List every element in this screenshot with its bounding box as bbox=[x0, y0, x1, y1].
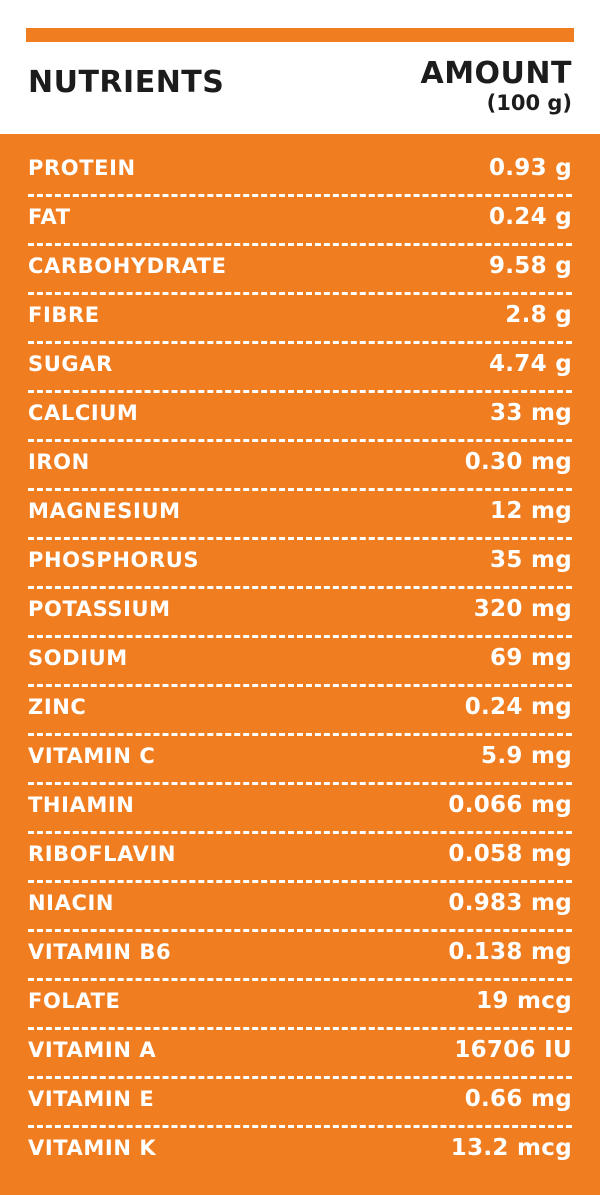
table-row bbox=[28, 295, 572, 344]
table-row bbox=[28, 687, 572, 736]
nutrient-amount: 0.138 mg bbox=[448, 939, 572, 965]
nutrient-amount: 16706 IU bbox=[454, 1037, 572, 1063]
table-row bbox=[28, 1030, 572, 1079]
nutrient-name: ZINC bbox=[28, 695, 87, 719]
table-row bbox=[28, 834, 572, 883]
table-row bbox=[28, 197, 572, 246]
nutrient-name: PHOSPHORUS bbox=[28, 548, 200, 572]
top-accent-bar bbox=[26, 28, 574, 42]
nutrient-name: CARBOHYDRATE bbox=[28, 254, 227, 278]
nutrient-name: CALCIUM bbox=[28, 401, 139, 425]
table-row bbox=[28, 589, 572, 638]
nutrient-amount: 0.066 mg bbox=[448, 792, 572, 818]
nutrient-amount: 4.74 g bbox=[488, 351, 572, 377]
nutrient-name: RIBOFLAVIN bbox=[28, 842, 177, 866]
nutrient-name: PROTEIN bbox=[28, 156, 136, 180]
nutrient-amount: 0.24 g bbox=[488, 204, 572, 230]
table-row bbox=[28, 393, 572, 442]
table-row bbox=[28, 1128, 572, 1177]
nutrient-amount: 19 mcg bbox=[476, 988, 572, 1014]
nutrient-name: SUGAR bbox=[28, 352, 113, 376]
nutrient-amount: 2.8 g bbox=[505, 302, 572, 328]
table-row bbox=[28, 932, 572, 981]
nutrient-name: SODIUM bbox=[28, 646, 128, 670]
table-row bbox=[28, 1079, 572, 1128]
nutrient-name: NIACIN bbox=[28, 891, 115, 915]
table-row bbox=[28, 491, 572, 540]
table-row bbox=[28, 246, 572, 295]
nutrient-amount: 0.66 mg bbox=[464, 1086, 572, 1112]
table-row bbox=[28, 442, 572, 491]
nutrient-name: VITAMIN E bbox=[28, 1087, 155, 1111]
table-row bbox=[28, 148, 572, 197]
nutrient-name: VITAMIN K bbox=[28, 1136, 157, 1160]
table-header bbox=[0, 42, 600, 134]
nutrient-name: VITAMIN C bbox=[28, 744, 156, 768]
nutrient-amount: 12 mg bbox=[490, 498, 572, 524]
nutrient-name: FOLATE bbox=[28, 989, 121, 1013]
nutrient-amount: 0.058 mg bbox=[448, 841, 572, 867]
nutrient-rows bbox=[0, 134, 600, 1195]
table-row bbox=[28, 540, 572, 589]
nutrient-amount: 13.2 mcg bbox=[450, 1135, 572, 1161]
nutrient-name: IRON bbox=[28, 450, 90, 474]
column-header-amount bbox=[420, 58, 572, 114]
column-header-amount-label: AMOUNT bbox=[420, 56, 572, 91]
table-row bbox=[28, 981, 572, 1030]
nutrient-name: VITAMIN B6 bbox=[28, 940, 172, 964]
nutrient-amount: 35 mg bbox=[490, 547, 572, 573]
nutrient-amount: 0.24 mg bbox=[464, 694, 572, 720]
nutrient-amount: 5.9 mg bbox=[481, 743, 572, 769]
table-row bbox=[28, 736, 572, 785]
table-row bbox=[28, 638, 572, 687]
table-row bbox=[28, 883, 572, 932]
nutrient-name: VITAMIN A bbox=[28, 1038, 157, 1062]
nutrient-name: MAGNESIUM bbox=[28, 499, 181, 523]
nutrient-name: FIBRE bbox=[28, 303, 100, 327]
column-header-amount-sublabel: (100 g) bbox=[486, 90, 572, 115]
table-row bbox=[28, 344, 572, 393]
nutrient-name: POTASSIUM bbox=[28, 597, 171, 621]
column-header-nutrients: NUTRIENTS bbox=[28, 65, 225, 100]
nutrient-name: FAT bbox=[28, 205, 71, 229]
nutrient-amount: 0.93 g bbox=[488, 155, 572, 181]
nutrient-amount: 33 mg bbox=[490, 400, 572, 426]
nutrient-amount: 0.983 mg bbox=[448, 890, 572, 916]
nutrient-amount: 69 mg bbox=[490, 645, 572, 671]
table-row bbox=[28, 785, 572, 834]
nutrient-amount: 0.30 mg bbox=[464, 449, 572, 475]
nutrient-amount: 9.58 g bbox=[488, 253, 572, 279]
nutrient-name: THIAMIN bbox=[28, 793, 135, 817]
nutrient-amount: 320 mg bbox=[473, 596, 572, 622]
